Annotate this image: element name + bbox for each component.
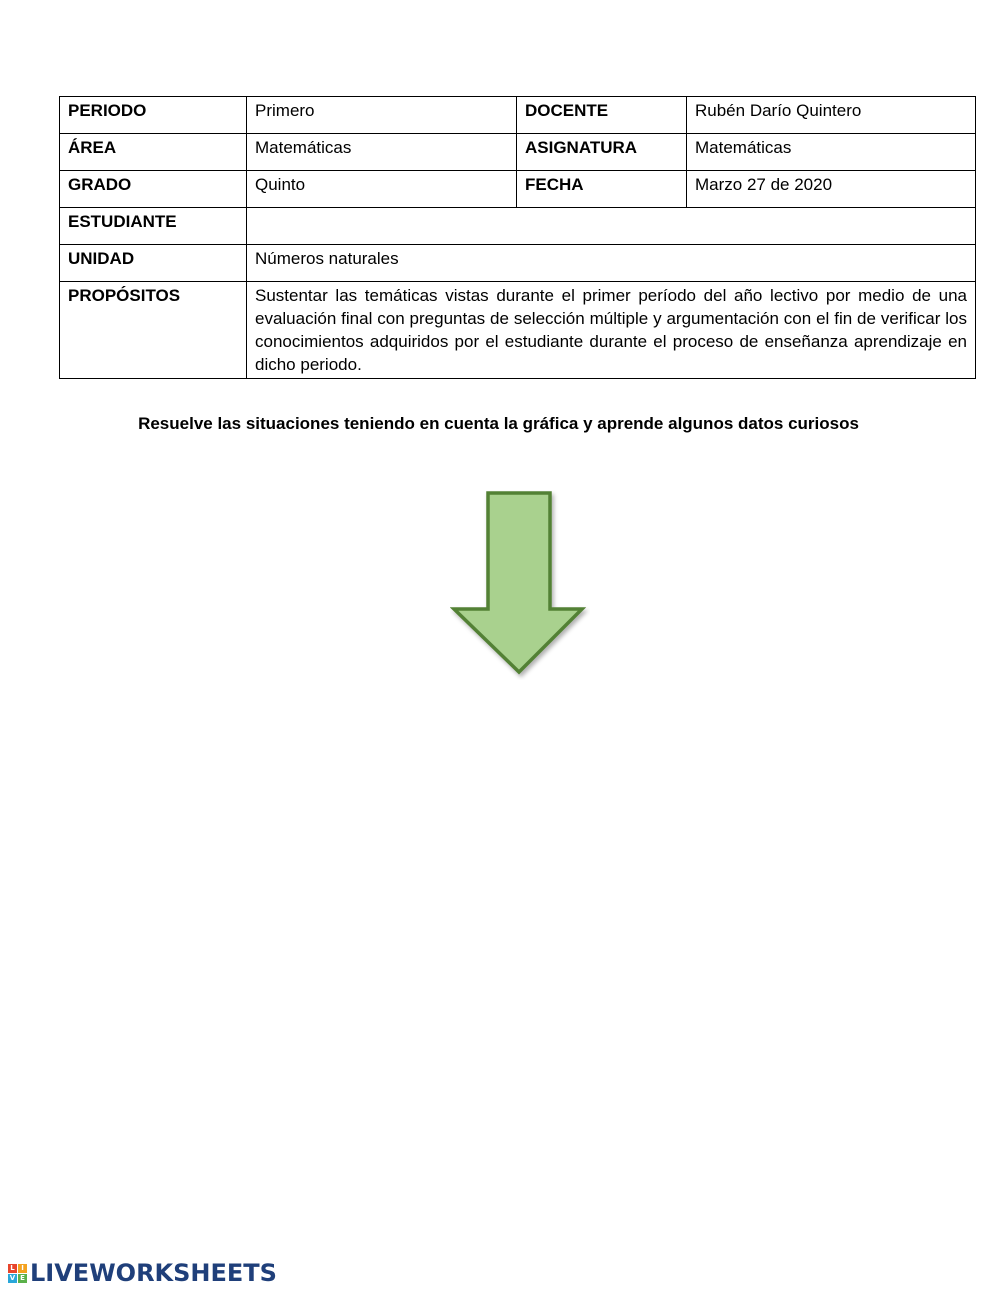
instruction-text: Resuelve las situaciones teniendo en cuenta la gráfica y aprende algunos datos curiosos (138, 414, 859, 433)
info-table (59, 96, 976, 379)
grado-label: GRADO (60, 171, 247, 208)
logo-mark (8, 1264, 27, 1283)
periodo-label: PERIODO (60, 97, 247, 134)
estudiante-field[interactable] (247, 208, 976, 245)
fecha-value: Marzo 27 de 2020 (687, 171, 976, 208)
table-row-unidad (60, 245, 976, 282)
grado-value: Quinto (247, 171, 517, 208)
area-value: Matemáticas (247, 134, 517, 171)
unidad-label: UNIDAD (60, 245, 247, 282)
docente-value: Rubén Darío Quintero (687, 97, 976, 134)
arrow-shape (454, 493, 582, 672)
logo-letter-i: I (18, 1264, 27, 1273)
table-row-periodo (60, 97, 976, 134)
table-row-area (60, 134, 976, 171)
propositos-label: PROPÓSITOS (60, 282, 247, 379)
estudiante-label: ESTUDIANTE (60, 208, 247, 245)
table-row-grado (60, 171, 976, 208)
propositos-value: Sustentar las temáticas vistas durante el primer período del año lectivo por medio de una evaluación final con preguntas de selección múltiple y argumentación con el fin de verificar los conocimientos adquiridos por el estudiante durante el proceso de enseñanza aprendizaje en dicho periodo. (247, 282, 976, 379)
fecha-label: FECHA (517, 171, 687, 208)
logo-letter-e: E (18, 1274, 27, 1283)
logo-letter-l: L (8, 1264, 17, 1273)
table-row-estudiante (60, 208, 976, 245)
logo-letter-v: V (9, 1273, 16, 1282)
down-arrow-icon (450, 490, 590, 680)
table-row-propositos (60, 282, 976, 379)
logo-text: LIVEWORKSHEETS (30, 1259, 277, 1287)
unidad-value: Números naturales (247, 245, 976, 282)
asignatura-value: Matemáticas (687, 134, 976, 171)
area-label: ÁREA (60, 134, 247, 171)
asignatura-label: ASIGNATURA (517, 134, 687, 171)
docente-label: DOCENTE (517, 97, 687, 134)
liveworksheets-logo (8, 1259, 277, 1287)
periodo-value: Primero (247, 97, 517, 134)
